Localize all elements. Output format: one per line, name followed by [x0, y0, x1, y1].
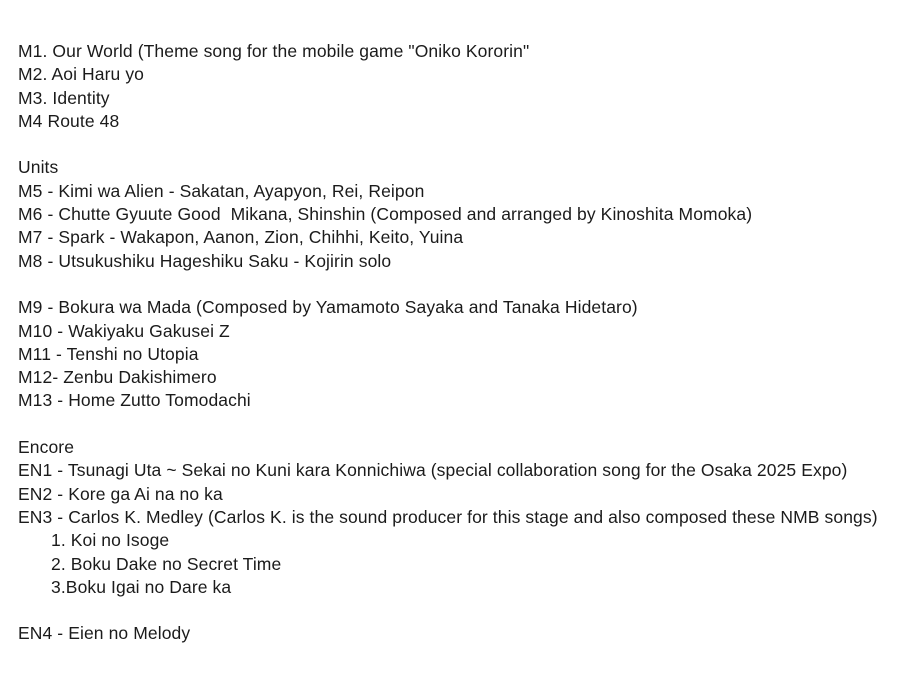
units-heading: Units — [18, 157, 59, 178]
setlist-line: M9 - Bokura wa Mada (Composed by Yamamoto Sayaka and Tanaka Hidetaro) — [18, 297, 638, 318]
setlist-line: EN3 - Carlos K. Medley (Carlos K. is the sound producer for this stage and also composed these NMB songs) — [18, 506, 878, 527]
setlist-line: M4 Route 48 — [18, 110, 120, 131]
setlist-line: M8 - Utsukushiku Hageshiku Saku - Kojirin solo — [18, 250, 392, 271]
setlist-line: EN2 - Kore ga Ai na no ka — [18, 483, 223, 504]
setlist-line: EN1 - Tsunagi Uta ~ Sekai no Kuni kara Konnichiwa (special collaboration song for the Osaka 2025 Expo) — [18, 460, 848, 481]
setlist-line: M13 - Home Zutto Tomodachi — [18, 390, 251, 411]
encore-section — [18, 436, 879, 529]
setlist-line: EN4 - Eien no Melody — [18, 623, 191, 644]
main-setlist — [18, 40, 879, 133]
setlist-line: M10 - Wakiyaku Gakusei Z — [18, 320, 230, 341]
medley-sublist — [18, 529, 879, 599]
setlist-line: M6 - Chutte Gyuute Good Mikana, Shinshin (Composed and arranged by Kinoshita Momoka) — [18, 204, 753, 225]
setlist-line: M5 - Kimi wa Alien - Sakatan, Ayapyon, Rei, Reipon — [18, 180, 425, 201]
spacer — [18, 133, 879, 156]
medley-item: 3.Boku Igai no Dare ka — [51, 576, 232, 597]
spacer — [18, 599, 879, 622]
final-encore — [18, 622, 879, 645]
setlist-line: M12- Zenbu Dakishimero — [18, 367, 217, 388]
units-section — [18, 156, 879, 272]
encore-heading: Encore — [18, 437, 75, 458]
spacer — [18, 273, 879, 296]
setlist-line: M2. Aoi Haru yo — [18, 64, 144, 85]
setlist-line: M11 - Tenshi no Utopia — [18, 343, 199, 364]
setlist-line: M7 - Spark - Wakapon, Aanon, Zion, Chihhi, Keito, Yuina — [18, 227, 464, 248]
later-setlist — [18, 296, 879, 412]
medley-item: 2. Boku Dake no Secret Time — [51, 553, 282, 574]
medley-item: 1. Koi no Isoge — [51, 530, 170, 551]
setlist-line: M1. Our World (Theme song for the mobile game "Oniko Kororin" — [18, 41, 530, 61]
setlist-line: M3. Identity — [18, 87, 110, 108]
spacer — [18, 413, 879, 436]
